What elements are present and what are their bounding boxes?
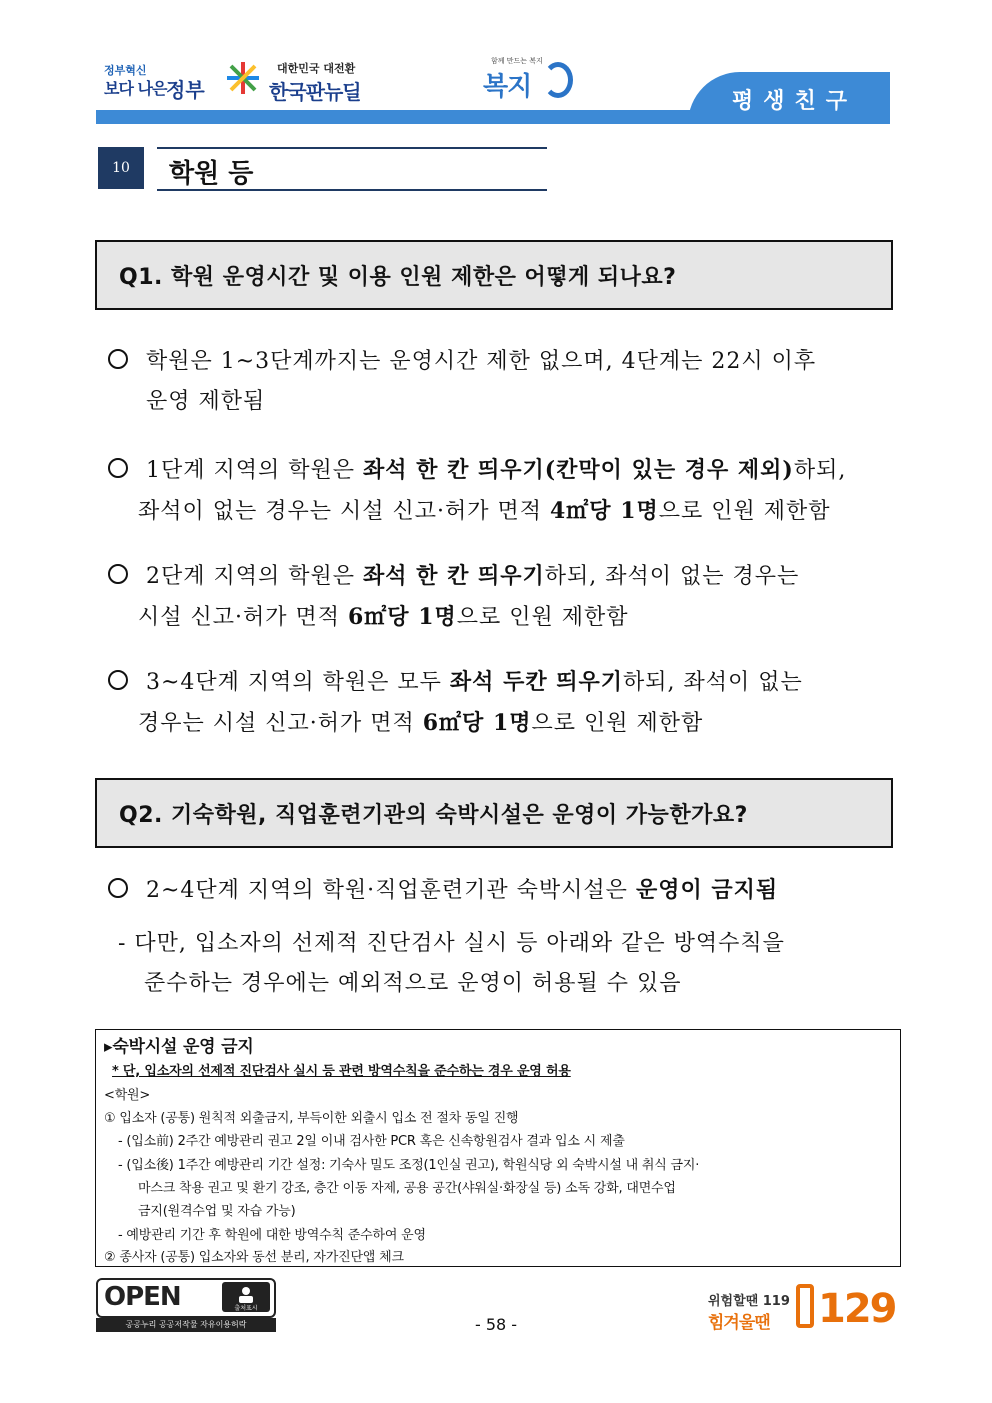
logo1-top-text: 정부혁신 — [104, 64, 147, 77]
answer-text: - 다만, 입소자의 선제적 진단검사 실시 등 아래와 같은 방역수칙을 — [118, 931, 785, 956]
person-icon — [222, 1282, 270, 1312]
answer-text: 좌석이 없는 경우는 시설 신고·허가 면적 — [138, 499, 550, 524]
phone-icon — [796, 1284, 814, 1328]
box-heading: ▸숙박시설 운영 금지 — [104, 1037, 254, 1057]
attribution-label: 출처표시 — [234, 1305, 258, 1312]
answer-text: 으로 인원 제한함 — [531, 711, 704, 736]
box-line: - (입소前) 2주간 예방관리 권고 2일 이내 검사한 PCR 혹은 신속항원검사 결과 입소 시 제출 — [118, 1134, 625, 1149]
box-line: ② 종사자 (공통) 입소자와 동선 분리, 자가진단앱 체크 — [104, 1250, 404, 1265]
answer-text: 2~4단계 지역의 학원·직업훈련기관 숙박시설은 — [146, 878, 636, 903]
logo3-top-text: 함께 만드는 복지 — [491, 57, 543, 65]
box-subheading: <학원> — [104, 1088, 151, 1103]
answer-emphasis: 좌석 한 칸 띄우기 — [363, 563, 545, 589]
welfare-ring-icon — [543, 62, 573, 98]
answer-text: 하되, 좌석이 없는 경우는 — [544, 564, 800, 589]
answer-text: 으로 인원 제한함 — [456, 605, 629, 630]
hotline-top-text: 위험할땐 119 — [708, 1294, 790, 1309]
box-line: 마스크 착용 권고 및 환기 강조, 층간 이동 자제, 공용 공간(샤워실·화장실 등) 소독 강화, 대면수업 — [138, 1181, 676, 1196]
logo2-main-text: 한국판뉴딜 — [269, 80, 361, 104]
answer-item — [108, 342, 900, 422]
hotline-number: 129 — [818, 1286, 896, 1332]
box-note: * 단, 입소자의 선제적 진단검사 실시 등 관련 방역수칙을 준수하는 경우 운영 허용 — [112, 1064, 571, 1079]
answer-text: 학원은 1~3단계까지는 운영시간 제한 없으며, 4단계는 22시 이후 — [146, 349, 817, 374]
answer-item — [108, 450, 900, 532]
logo3-main-text: 복지 — [483, 72, 532, 102]
answer-emphasis: 좌석 두칸 띄우기 — [449, 669, 624, 695]
answer-text: 하되, 좌석이 없는 — [623, 670, 803, 695]
box-line: ① 입소자 (공통) 원칙적 외출금지, 부득이한 외출시 입소 전 절차 동일 진행 — [104, 1111, 519, 1126]
answer-text: 운영 제한됨 — [146, 389, 266, 414]
hotline-bottom-text: 힘겨울땐 — [708, 1313, 770, 1333]
section-title: 학원 등 — [169, 159, 254, 189]
box-line: - (입소後) 1주간 예방관리 기간 설정: 기숙사 밀도 조정(1인실 권고), 학원식당 외 숙박시설 내 취식 금지· — [118, 1158, 700, 1173]
circle-bullet-icon — [108, 878, 128, 898]
answer-text: 하되, — [793, 458, 847, 483]
circle-bullet-icon — [108, 670, 128, 690]
answer-emphasis: 좌석 한 칸 띄우기(칸막이 있는 경우 제외) — [363, 457, 794, 483]
answer-emphasis: 운영이 금지됨 — [635, 877, 779, 903]
logo1-left-text: 보다 나은 — [104, 79, 167, 98]
welfare-logo — [483, 52, 583, 108]
attribution-icon — [222, 1282, 270, 1312]
kogl-open-text: OPEN — [104, 1282, 181, 1312]
circle-bullet-icon — [108, 349, 128, 369]
answer-subitem — [118, 924, 910, 1004]
page-header — [0, 0, 992, 130]
circle-bullet-icon — [108, 458, 128, 478]
answer-text: 시설 신고·허가 면적 — [138, 605, 348, 630]
kogl-caption: 공공누리 공공저작물 자유이용허락 — [96, 1318, 276, 1332]
circle-bullet-icon — [108, 564, 128, 584]
answer-text: 으로 인원 제한함 — [658, 499, 831, 524]
answer-item — [108, 556, 900, 638]
answer-emphasis: 6㎡당 1명 — [422, 710, 532, 736]
question-2-title: Q2. 기숙학원, 직업훈련기관의 숙박시설은 운영이 가능한가요? — [119, 803, 748, 828]
section-number: 10 — [98, 147, 144, 189]
question-box-1 — [95, 240, 893, 310]
quarantine-rules-box — [95, 1029, 901, 1267]
box-line: 금지(원격수업 및 자습 가능) — [138, 1204, 296, 1219]
answer-text: 경우는 시설 신고·허가 면적 — [138, 711, 423, 736]
answer-text: 2단계 지역의 학원은 — [146, 564, 363, 589]
answer-item — [108, 870, 900, 911]
question-1-title: Q1. 학원 운영시간 및 이용 인원 제한은 어떻게 되나요? — [119, 265, 677, 290]
answer-text: 1단계 지역의 학원은 — [146, 458, 363, 483]
logo1-right-text: 정부 — [166, 78, 205, 102]
answer-emphasis: 4㎡당 1명 — [550, 498, 659, 524]
answer-text: 준수하는 경우에는 예외적으로 운영이 허용될 수 있음 — [144, 971, 682, 996]
answer-emphasis: 6㎡당 1명 — [348, 604, 457, 630]
government-innovation-logo — [104, 58, 214, 108]
header-tab-label: 평생친구 — [732, 89, 858, 114]
logo2-top-text: 대한민국 대전환 — [277, 62, 356, 75]
new-deal-star-icon — [225, 60, 261, 96]
answer-text: 3~4단계 지역의 학원은 모두 — [146, 670, 450, 695]
header-tab — [688, 72, 890, 124]
box-line: - 예방관리 기간 후 학원에 대한 방역수칙 준수하여 운영 — [118, 1228, 426, 1243]
section-title-box — [157, 147, 547, 191]
hotline-logo — [708, 1276, 900, 1336]
page-number: - 58 - — [474, 1315, 518, 1334]
korean-new-deal-logo — [225, 54, 375, 104]
answer-item — [108, 662, 900, 744]
question-box-2 — [95, 778, 893, 848]
